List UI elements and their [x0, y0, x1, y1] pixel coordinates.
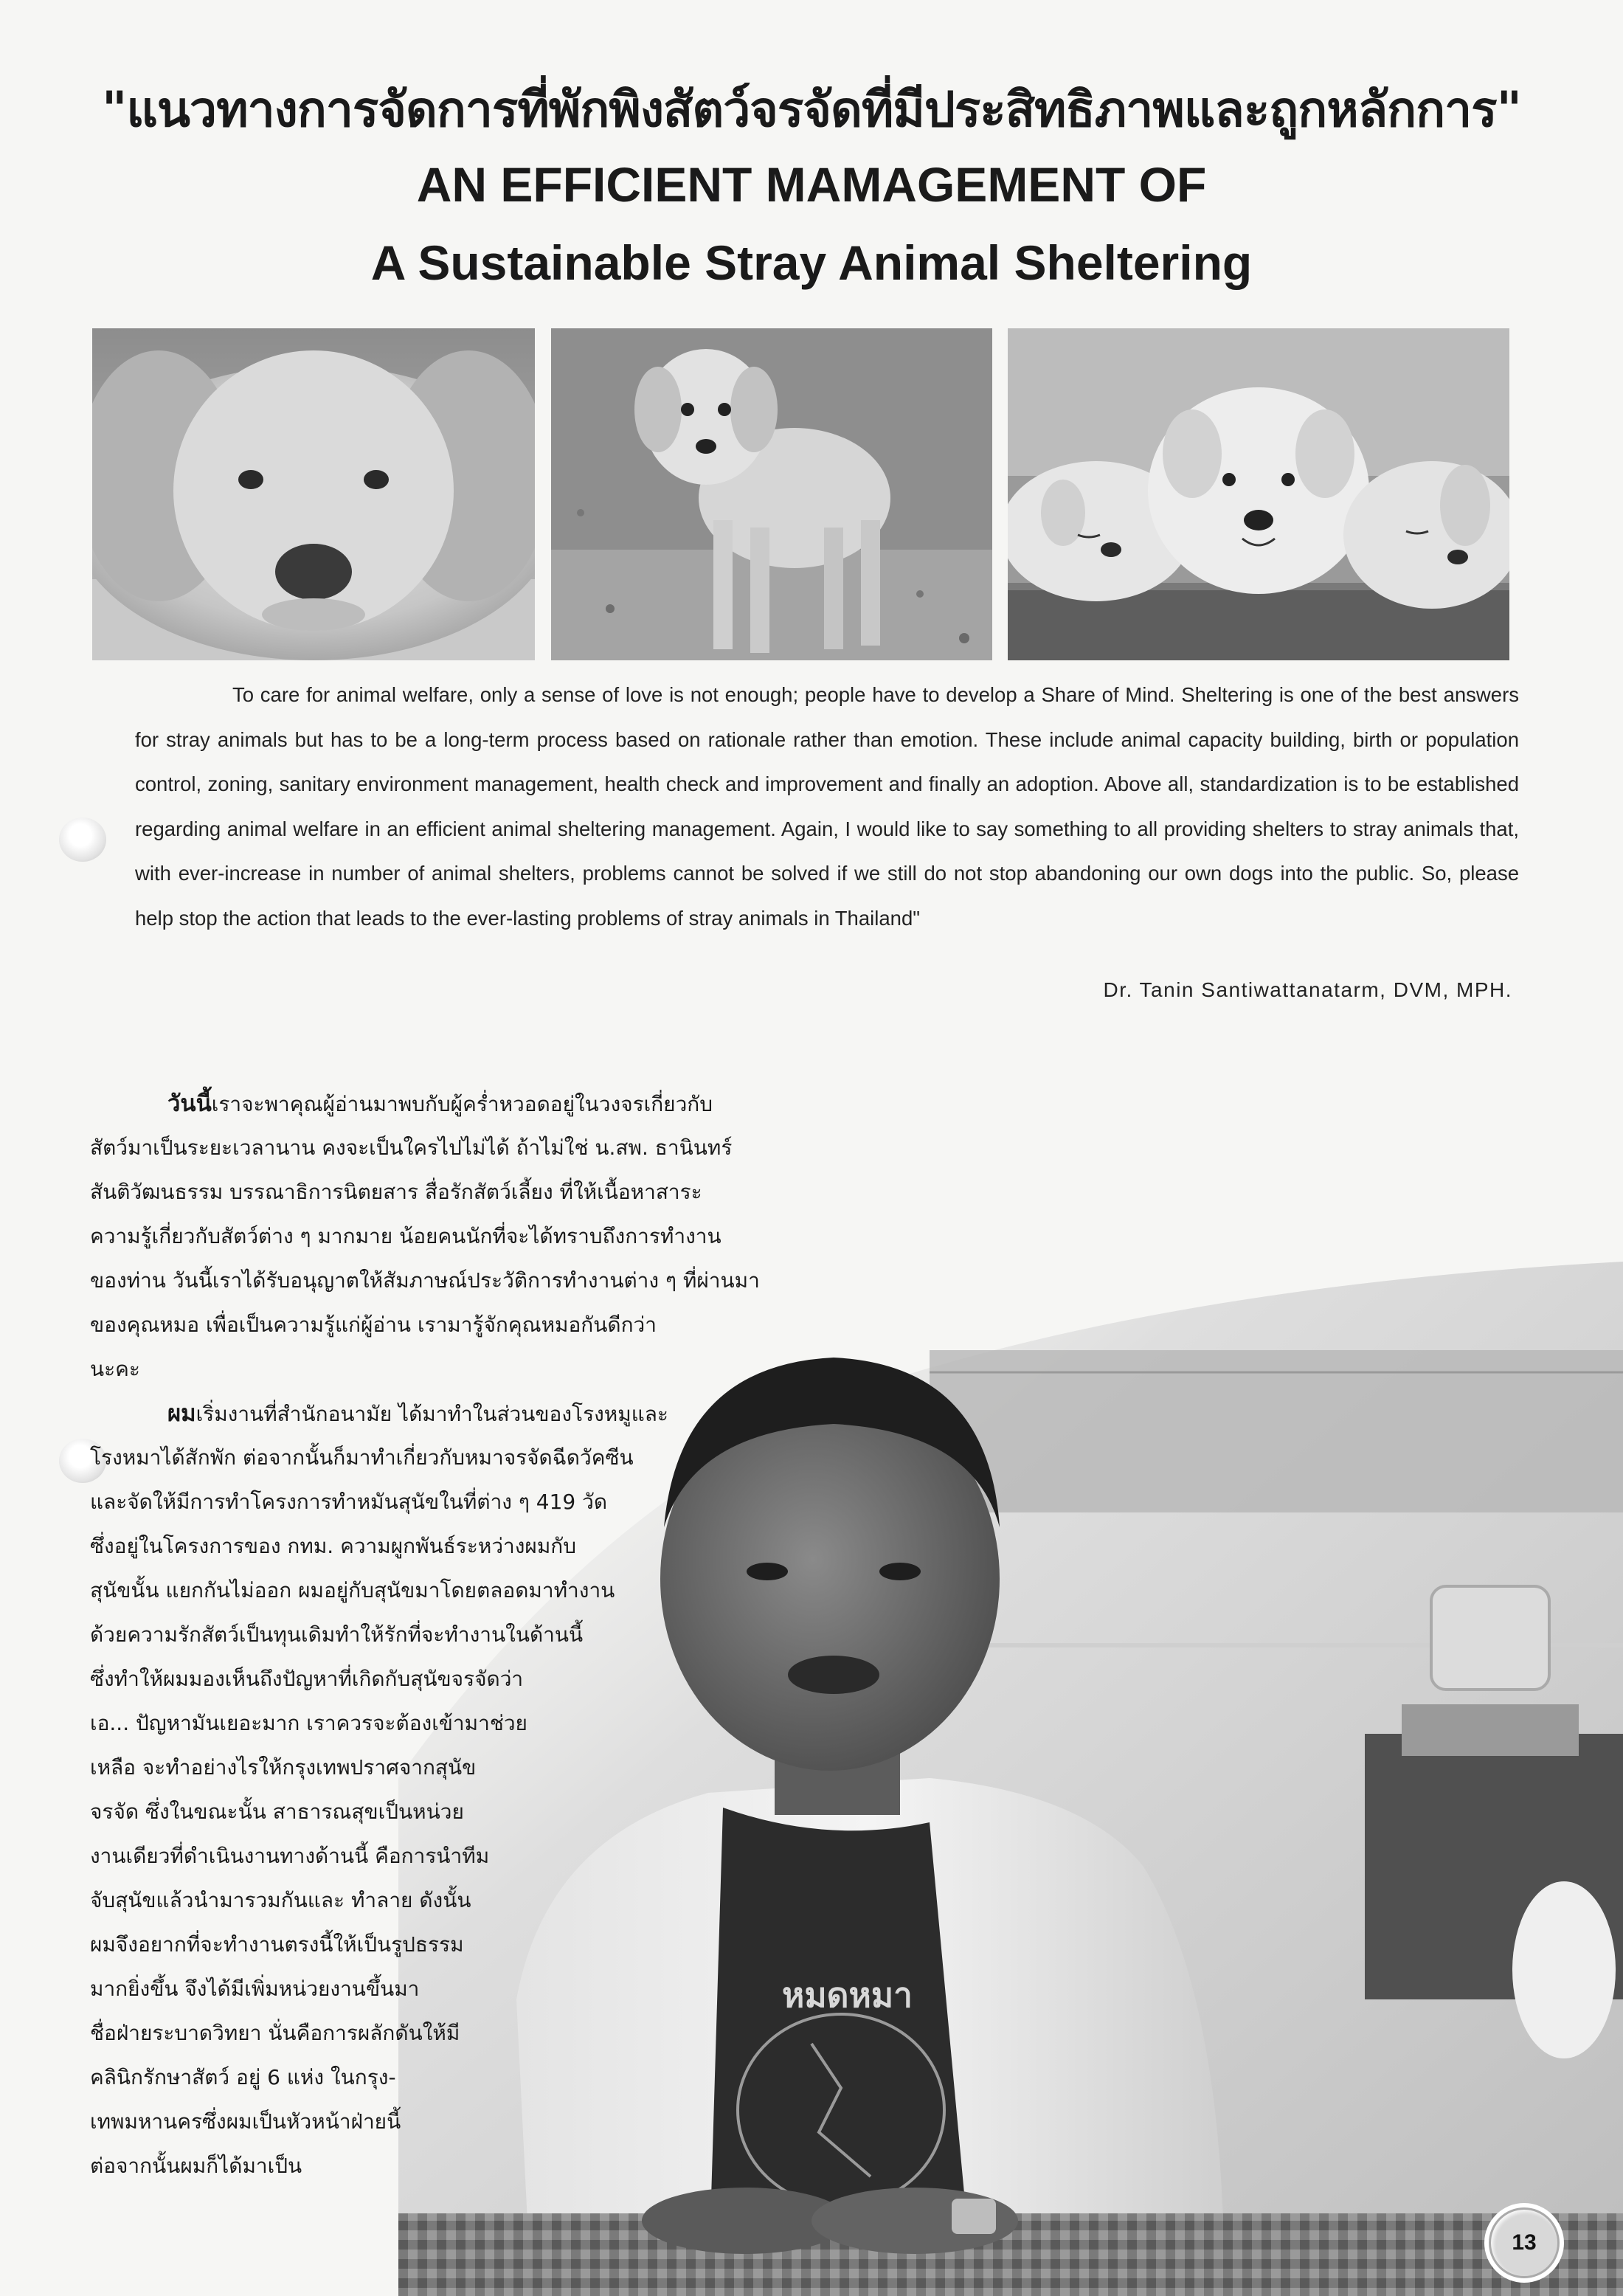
body-line: เหลือ จะทำอย่างไรให้กรุงเทพปราศจากสุนัข — [90, 1755, 477, 1780]
title-english-line-2: A Sustainable Stray Animal Sheltering — [370, 235, 1253, 290]
body-line: โรงหมาได้สักพัก ต่อจากนั้นก็มาทำเกี่ยวกับหมาจรจัดฉีดวัคซีน — [90, 1445, 634, 1470]
body-line: และจัดให้มีการทำโครงการทำหมันสุนัขในที่ต่าง ๆ 419 วัด — [90, 1490, 608, 1514]
body-line: เริ่มงานที่สำนักอนามัย ได้มาทำในส่วนของโรงหมูและ — [195, 1402, 668, 1426]
body-line: สันติวัฒนธรรม บรรณาธิการนิตยสาร สื่อรักสัตว์เลี้ยง ที่ให้เนื้อหาสาระ — [90, 1180, 702, 1204]
title-thai: "แนวทางการจัดการที่พักพิงสัตว์จรจัดที่มีประสิทธิภาพและถูกหลักการ" — [101, 81, 1521, 138]
body-line: สุนัขนั้น แยกกันไม่ออก ผมอยู่กับสุนัขมาโดยตลอดมาทำงาน — [90, 1578, 615, 1602]
photo-stray-terrier — [551, 328, 992, 660]
body-paragraph-1 — [90, 1082, 760, 1391]
body-line: คลินิกรักษาสัตว์ อยู่ 6 แห่ง ในกรุง- — [90, 2065, 396, 2089]
punch-hole — [59, 817, 106, 862]
body-line: จรจัด ซึ่งในขณะนั้น สาธารณสุขเป็นหน่วย — [90, 1799, 464, 1824]
page-number-badge — [1489, 2207, 1560, 2278]
body-line: ผมจึงอยากที่จะทำงานตรงนี้ให้เป็นรูปธรรม — [90, 1932, 464, 1957]
photo-golden-retriever — [92, 328, 535, 660]
body-line: ด้วยความรักสัตว์เป็นทุนเดิมทำให้รักที่จะทำงานในด้านนี้ — [90, 1622, 584, 1647]
paragraph-lead-word: ผม — [167, 1400, 196, 1427]
body-line: มากยิ่งขึ้น จึงได้มีเพิ่มหน่วยงานขึ้นมา — [90, 1977, 420, 2001]
photo-puppies — [1008, 328, 1509, 660]
body-line: สัตว์มาเป็นระยะเวลานาน คงจะเป็นใครไปไม่ได้ ถ้าไม่ใช่ น.สพ. ธานินทร์ — [90, 1135, 733, 1160]
body-paragraph-2 — [90, 1391, 668, 2188]
body-line: ซึ่งอยู่ในโครงการของ กทม. ความผูกพันธ์ระหว่างผมกับ — [90, 1534, 577, 1558]
title-english-line-1: AN EFFICIENT MAMAGEMENT OF — [416, 157, 1207, 212]
body-line: งานเดียวที่ดำเนินงานทางด้านนี้ คือการนำทีม — [90, 1844, 490, 1868]
body-line: ต่อจากนั้นผมก็ได้มาเป็น — [90, 2154, 302, 2178]
body-line: ความรู้เกี่ยวกับสัตว์ต่าง ๆ มากมาย น้อยคนนักที่จะได้ทราบถึงการทำงาน — [90, 1224, 721, 1248]
body-line: ของท่าน วันนี้เราได้รับอนุญาตให้สัมภาษณ์ประวัติการทำงานต่าง ๆ ที่ผ่านมา — [90, 1268, 760, 1293]
page-number: 13 — [1512, 2230, 1537, 2255]
body-line: ของคุณหมอ เพื่อเป็นความรู้แก่ผู้อ่าน เรามารู้จักคุณหมอกันดีกว่า — [90, 1313, 657, 1337]
shirt-print-text: หมดหมา — [782, 1975, 913, 2015]
body-line: เราจะพาคุณผู้อ่านมาพบกับผู้คร่ำหวอดอยู่ในวงจรเกี่ยวกับ — [211, 1092, 713, 1116]
paragraph-lead-word: วันนี้ — [167, 1090, 212, 1117]
abstract-paragraph: To care for animal welfare, only a sense of love is not enough; people have to develop a Share of Mind. Sheltering is one of the best answers for stray animals but has to be a long-term process based on rationale rather than emotion. These include animal capacity building, birth or population control, zoning, sanitary environment management, health check and improvement and finally an adoption. Above all, standardization is to be established regarding animal welfare in an efficient animal sheltering management. Again, I would like to say something to all providing shelters to stray animals that, with ever-increase in number of animal shelters, problems cannot be solved if we still do not stop abandoning our own dogs into the public. So, please help stop the action that leads to the ever-lasting problems of stray animals in Thailand" — [135, 683, 1519, 930]
author-credit: Dr. Tanin Santiwattanatarm, DVM, MPH. — [1103, 978, 1512, 1001]
body-line: จับสุนัขแล้วนำมารวมกันและ ทำลาย ดังนั้น — [90, 1888, 471, 1912]
body-line: ชื่อฝ่ายระบาดวิทยา นั่นคือการผลักดันให้มี — [90, 2021, 460, 2045]
body-line: เอ... ปัญหามันเยอะมาก เราควรจะต้องเข้ามาช่วย — [90, 1711, 527, 1735]
body-line: ซึ่งทำให้ผมมองเห็นถึงปัญหาที่เกิดกับสุนัขจรจัดว่า — [90, 1667, 524, 1691]
body-line: เทพมหานครซึ่งผมเป็นหัวหน้าฝ่ายนี้ — [90, 2109, 401, 2134]
body-line: นะคะ — [90, 1357, 140, 1381]
